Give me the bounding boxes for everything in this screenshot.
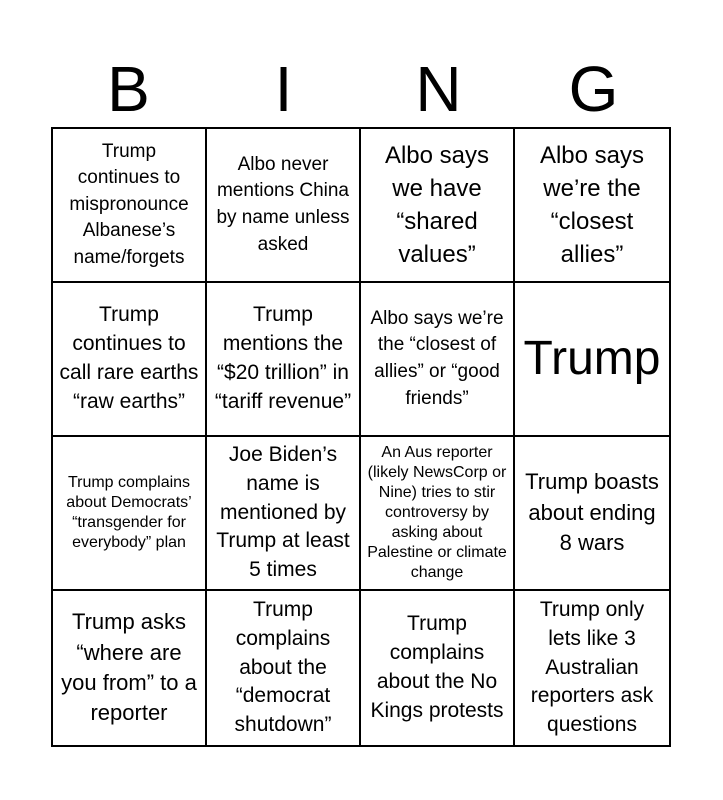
bingo-cell[interactable] — [53, 283, 207, 437]
bingo-cell[interactable] — [53, 591, 207, 745]
cell-text: Trump mentions the “$20 trillion” in “tariff revenue” — [214, 303, 352, 413]
cell-text: An Aus reporter (likely NewsCorp or Nine) tries to stir controversy by asking about Palestine or climate change — [367, 444, 507, 581]
bingo-cell[interactable] — [361, 437, 515, 591]
bingo-cell[interactable] — [207, 283, 361, 437]
free-space-text: Trump — [523, 332, 661, 386]
bingo-cell[interactable] — [207, 591, 361, 745]
bingo-cell[interactable] — [53, 129, 207, 283]
bingo-header — [51, 52, 671, 126]
cell-text: Albo says we have “shared values” — [384, 141, 490, 269]
cell-text: Trump continues to mispronounce Albanese’s name/forgets — [69, 140, 189, 268]
cell-text: Joe Biden’s name is mentioned by Trump at least 5 times — [216, 442, 350, 582]
cell-text: Albo says we’re the “closest of allies” or “good friends” — [370, 307, 504, 409]
bingo-cell[interactable] — [361, 129, 515, 283]
bingo-cell[interactable] — [207, 129, 361, 283]
cell-text: Albo never mentions China by name unless asked — [216, 153, 350, 255]
cell-text: Albo says we’re the “closest allies” — [539, 141, 645, 269]
free-space-cell[interactable] — [515, 283, 669, 437]
header-letter-b: B — [107, 53, 150, 125]
cell-text: Trump continues to call rare earths “raw earths” — [59, 303, 199, 413]
bingo-cell[interactable] — [361, 591, 515, 745]
bingo-cell[interactable] — [53, 437, 207, 591]
header-letter-i: I — [274, 53, 293, 125]
bingo-cell[interactable] — [361, 283, 515, 437]
cell-text: Trump complains about the “democrat shutdown” — [234, 597, 332, 737]
bingo-cell[interactable] — [207, 437, 361, 591]
bingo-cell[interactable] — [515, 437, 669, 591]
cell-text: Trump only lets like 3 Australian reporters ask questions — [530, 597, 654, 737]
bingo-cell[interactable] — [515, 591, 669, 745]
cell-text: Trump asks “where are you from” to a reporter — [61, 609, 197, 726]
bingo-cell[interactable] — [515, 129, 669, 283]
bingo-grid — [51, 127, 671, 747]
header-letter-n: N — [415, 53, 462, 125]
cell-text: Trump boasts about ending 8 wars — [525, 469, 659, 556]
cell-text: Trump complains about Democrats’ “transgender for everybody” plan — [66, 474, 192, 551]
header-letter-g: G — [568, 53, 619, 125]
cell-text: Trump complains about the No Kings protests — [370, 612, 504, 722]
